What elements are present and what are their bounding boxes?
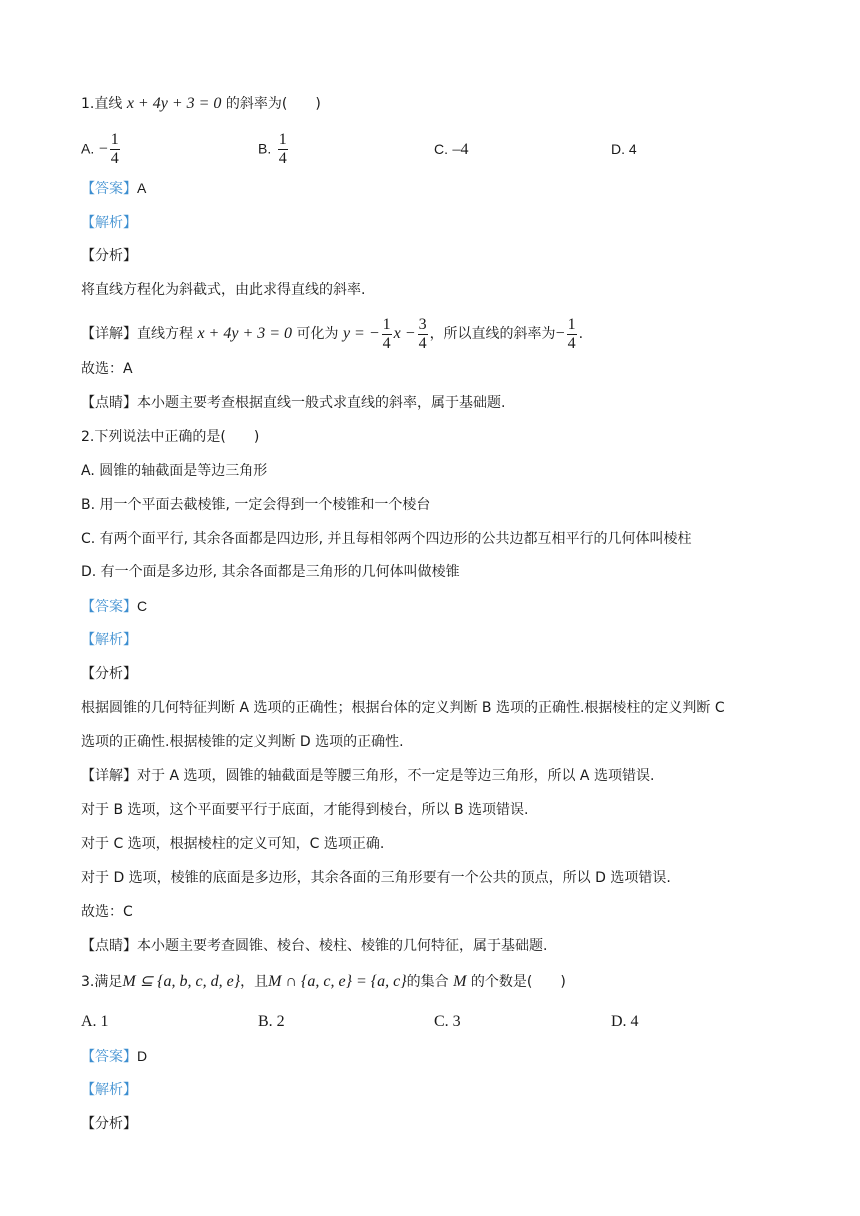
q1-option-a: A. − $\frac{1}{4}$ bbox=[81, 131, 119, 167]
q2-choice: 故选：C bbox=[81, 904, 133, 920]
q2-comment: 【点睛】本小题主要考查圆锥、棱台、棱柱、棱锥的几何特征，属于基础题. bbox=[81, 938, 548, 954]
q2-detail-line-2: 对于 B 选项，这个平面要平行于底面，才能得到棱台，所以 B 选项错误. bbox=[81, 802, 529, 818]
answer-tag: 【答案】 bbox=[81, 181, 137, 197]
q3-set-m: M bbox=[453, 973, 467, 990]
q1-comment: 【点睛】本小题主要考查根据直线一般式求直线的斜率，属于基础题. bbox=[81, 395, 506, 411]
q1-detail-fraction-1: $\frac{1}{4}$ bbox=[382, 315, 391, 352]
q1-detail-fraction-3: $\frac{1}{4}$ bbox=[567, 315, 576, 352]
q2-option-b: B. 用一个平面去截棱锥, 一定会得到一个棱锥和一个棱台 bbox=[81, 497, 431, 513]
q1-fenxi-text: 将直线方程化为斜截式，由此求得直线的斜率. bbox=[81, 282, 366, 298]
q1-option-c: C. –4 bbox=[434, 141, 469, 158]
q2-detail-line-3: 对于 C 选项，根据棱柱的定义可知，C 选项正确. bbox=[81, 836, 385, 852]
q2-option-d: D. 有一个面是多边形, 其余各面都是三角形的几何体叫做棱锥 bbox=[81, 564, 460, 580]
q3-stem: 3.满足M ⊆ {a, b, c, d, e}，且M ∩ {a, c, e} = {a, c}的集合 M 的个数是( ) bbox=[81, 973, 566, 990]
comment-tag: 【点睛】 bbox=[81, 938, 137, 954]
q3-fenxi-tag: 【分析】 bbox=[81, 1116, 137, 1132]
q1-detail-fraction-2: $\frac{3}{4}$ bbox=[418, 315, 427, 352]
q1-answer-value: A bbox=[137, 180, 147, 196]
q1-choice: 故选：A bbox=[81, 361, 133, 377]
q1-option-a-fraction: $\frac{1}{4}$ bbox=[110, 131, 119, 167]
q1-detail: 【详解】直线方程 x + 4y + 3 = 0 可化为 y = − $\frac{1}{4}$ x − $\frac{3}{4}$ ，所以直线的斜率为− $\frac{1}{4}$ . bbox=[81, 315, 584, 352]
q1-stem-suffix: 的斜率为( ) bbox=[225, 96, 321, 112]
q2-fenxi-line-1: 根据圆锥的几何特征判断 A 选项的正确性；根据台体的定义判断 B 选项的正确性.根据棱柱的定义判断 C bbox=[81, 700, 725, 716]
q2-fenxi-tag: 【分析】 bbox=[81, 666, 137, 682]
q1-option-b: B. $\frac{1}{4}$ bbox=[258, 131, 287, 167]
q1-stem-prefix: 1.直线 bbox=[81, 96, 123, 112]
q2-detail-line-1: 【详解】对于 A 选项，圆锥的轴截面是等腰三角形，不一定是等边三角形，所以 A 选项错误. bbox=[81, 768, 655, 784]
q1-stem bbox=[81, 94, 321, 114]
q2-answer bbox=[81, 596, 147, 617]
q1-detail-equation: x + 4y + 3 = 0 bbox=[197, 325, 293, 342]
q1-analysis-tag: 【解析】 bbox=[81, 215, 137, 231]
q3-option-c: C. 3 bbox=[434, 1013, 461, 1030]
comment-tag: 【点睛】 bbox=[81, 395, 137, 411]
q1-option-b-fraction: $\frac{1}{4}$ bbox=[278, 131, 287, 167]
q1-option-d: D. 4 bbox=[611, 141, 637, 157]
q3-option-b: B. 2 bbox=[258, 1013, 285, 1030]
q3-option-a: A. 1 bbox=[81, 1013, 109, 1030]
q1-answer bbox=[81, 178, 146, 199]
answer-tag: 【答案】 bbox=[81, 599, 137, 615]
detail-tag: 【详解】 bbox=[81, 768, 137, 784]
q2-detail-line-4: 对于 D 选项，棱锥的底面是多边形，其余各面的三角形要有一个公共的顶点，所以 D 选项错误. bbox=[81, 870, 671, 886]
q1-fenxi-tag: 【分析】 bbox=[81, 248, 137, 264]
q2-option-a: A. 圆锥的轴截面是等边三角形 bbox=[81, 463, 268, 479]
q3-answer-value: D bbox=[137, 1048, 148, 1064]
q3-analysis-tag: 【解析】 bbox=[81, 1082, 137, 1098]
q3-set-expression-2: M ∩ {a, c, e} = {a, c} bbox=[268, 973, 407, 990]
q3-answer bbox=[81, 1046, 147, 1067]
q2-fenxi-line-2: 选项的正确性.根据棱锥的定义判断 D 选项的正确性. bbox=[81, 734, 404, 750]
q2-answer-value: C bbox=[137, 598, 148, 614]
answer-tag: 【答案】 bbox=[81, 1049, 137, 1065]
q1-equation: x + 4y + 3 = 0 bbox=[126, 95, 222, 112]
q3-set-expression-1: M ⊆ {a, b, c, d, e} bbox=[122, 973, 241, 990]
detail-tag: 【详解】 bbox=[81, 326, 137, 342]
q3-option-d: D. 4 bbox=[611, 1013, 639, 1030]
q2-stem: 2.下列说法中正确的是( ) bbox=[81, 429, 260, 445]
q2-analysis-tag: 【解析】 bbox=[81, 632, 137, 648]
q2-option-c: C. 有两个面平行, 其余各面都是四边形, 并且每相邻两个四边形的公共边都互相平行的几何体叫棱柱 bbox=[81, 531, 692, 547]
